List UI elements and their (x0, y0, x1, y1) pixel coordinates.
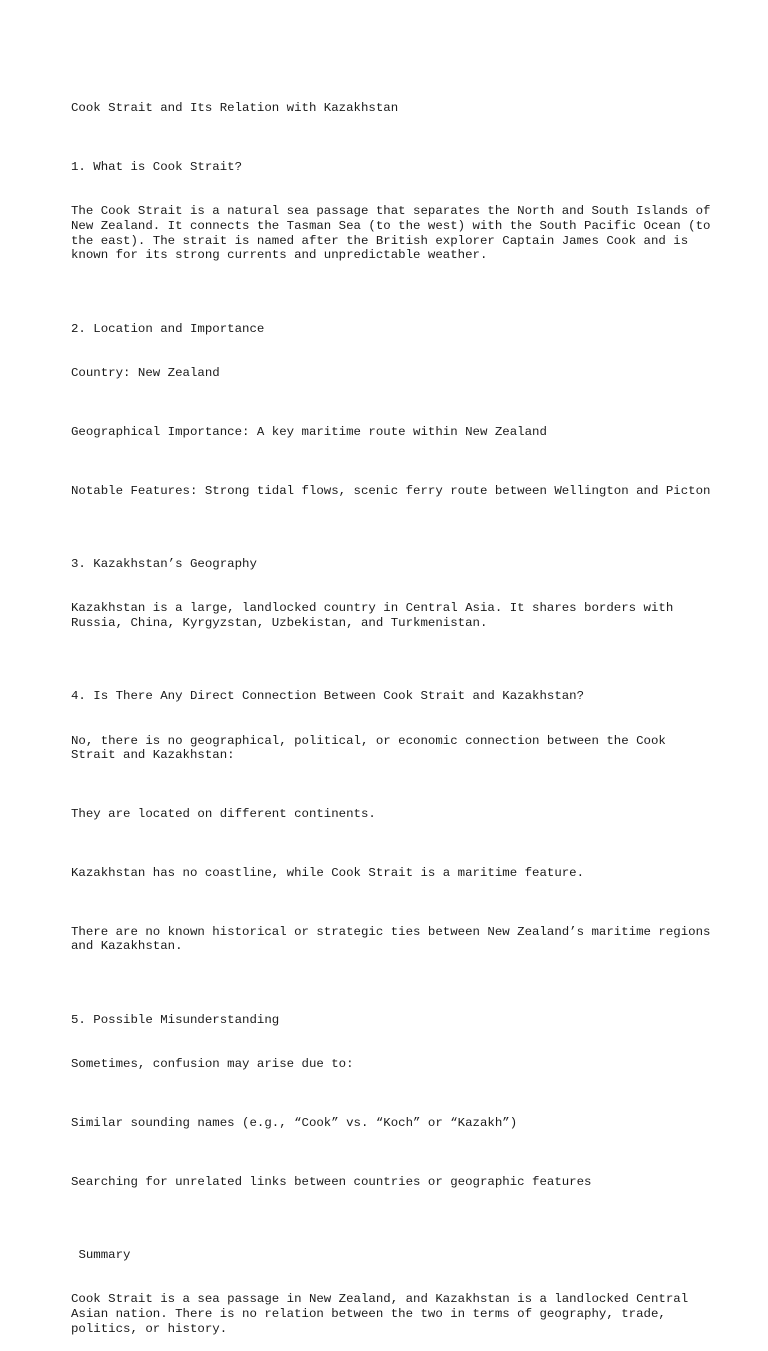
section-4-point-1: They are located on different continents. (71, 807, 376, 822)
summary-heading: Summary (71, 1248, 131, 1263)
section-5-point-2: Searching for unrelated links between countries or geographic features (71, 1174, 592, 1189)
section-5-heading: 5. Possible Misunderstanding (71, 1012, 280, 1027)
section-4-intro: No, there is no geographical, political, or economic connection between the Cook Strait and Kazakhstan: (71, 733, 674, 763)
section-1-body: The Cook Strait is a natural sea passage that separates the North and South Islands of New Zealand. It connects the Tasman Sea (to the west) with the South Pacific Ocean (to the east). The strait is named after the British explorer Captain James Cook and is known for its strong currents and unpredictable weather. (71, 204, 718, 263)
section-5-intro: Sometimes, confusion may arise due to: (71, 1056, 354, 1071)
document-body (71, 72, 718, 1351)
section-2-features: Notable Features: Strong tidal flows, scenic ferry route between Wellington and Picton (71, 483, 711, 498)
section-4-heading: 4. Is There Any Direct Connection Between Cook Strait and Kazakhstan? (71, 689, 585, 704)
section-1-heading: 1. What is Cook Strait? (71, 160, 243, 175)
section-4-point-2: Kazakhstan has no coastline, while Cook Strait is a maritime feature. (71, 865, 585, 880)
section-4-point-3: There are no known historical or strategic ties between New Zealand’s maritime regions and Kazakhstan. (71, 924, 718, 954)
document-title: Cook Strait and Its Relation with Kazakhstan (71, 101, 399, 116)
section-5-point-1: Similar sounding names (e.g., “Cook” vs. “Koch” or “Kazakh”) (71, 1115, 518, 1130)
summary-body: Cook Strait is a sea passage in New Zealand, and Kazakhstan is a landlocked Central Asian nation. There is no relation between the two in terms of geography, trade, politics, or history. (71, 1292, 696, 1336)
section-2-importance: Geographical Importance: A key maritime route within New Zealand (71, 424, 547, 439)
section-2-country: Country: New Zealand (71, 366, 220, 381)
section-3-body: Kazakhstan is a large, landlocked country in Central Asia. It shares borders with Russia, China, Kyrgyzstan, Uzbekistan, and Turkmenistan. (71, 601, 681, 630)
section-2-heading: 2. Location and Importance (71, 321, 265, 336)
section-3-heading: 3. Kazakhstan’s Geography (71, 557, 257, 572)
